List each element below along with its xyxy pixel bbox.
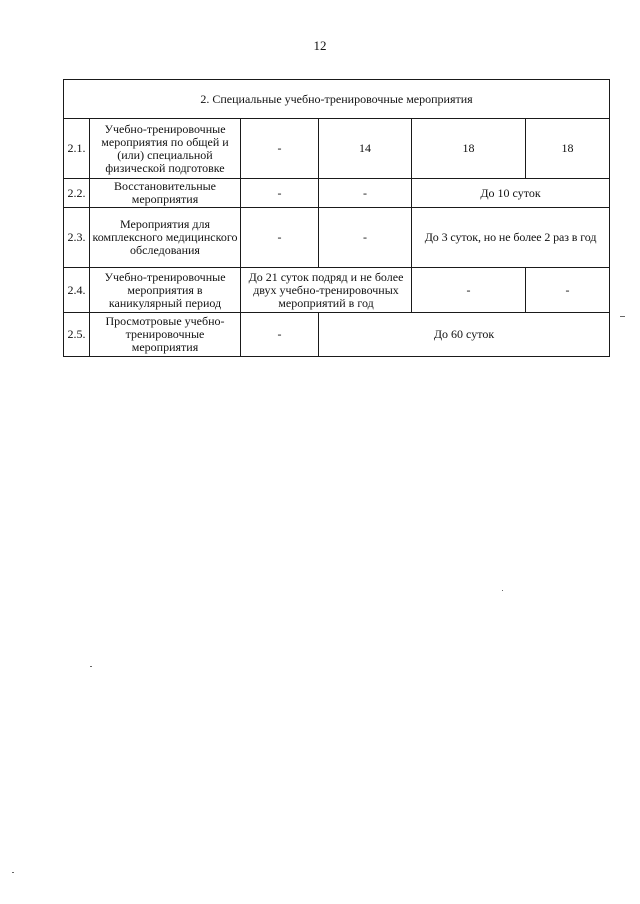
cell-value-merged: До 10 суток [412,179,610,208]
cell-value: - [526,268,610,313]
training-camps-table [63,79,610,357]
cell-value: - [241,119,319,179]
cell-value: - [241,208,319,268]
table-row [64,179,610,208]
table-row [64,208,610,268]
row-name: Учебно-тренировочные мероприятия по общей и (или) специальной физической подготовке [90,119,241,179]
cell-value: 14 [319,119,412,179]
scan-speck [620,316,625,317]
row-number: 2.2. [64,179,90,208]
scan-speck [12,872,14,873]
cell-value: 18 [412,119,526,179]
scan-speck [502,590,503,591]
row-number: 2.3. [64,208,90,268]
row-number: 2.5. [64,313,90,357]
cell-value-merged: До 3 суток, но не более 2 раз в год [412,208,610,268]
page-number: 12 [313,38,327,53]
row-name: Мероприятия для комплексного медицинского обследования [90,208,241,268]
table-row [64,313,610,357]
row-name: Учебно-тренировочные мероприятия в каникулярный период [90,268,241,313]
cell-value: 18 [526,119,610,179]
section-header-row [64,80,610,119]
row-name: Восстановительные мероприятия [90,179,241,208]
scan-speck [90,666,92,667]
row-name: Просмотровые учебно-тренировочные мероприятия [90,313,241,357]
cell-value-merged: До 60 суток [319,313,610,357]
row-number: 2.4. [64,268,90,313]
section-title: 2. Специальные учебно-тренировочные мероприятия [64,80,610,119]
cell-value-merged: До 21 суток подряд и не более двух учебно-тренировочных мероприятий в год [241,268,412,313]
cell-value: - [412,268,526,313]
row-number: 2.1. [64,119,90,179]
cell-value: - [241,313,319,357]
cell-value: - [319,208,412,268]
table-row [64,268,610,313]
cell-value: - [319,179,412,208]
cell-value: - [241,179,319,208]
table-row [64,119,610,179]
